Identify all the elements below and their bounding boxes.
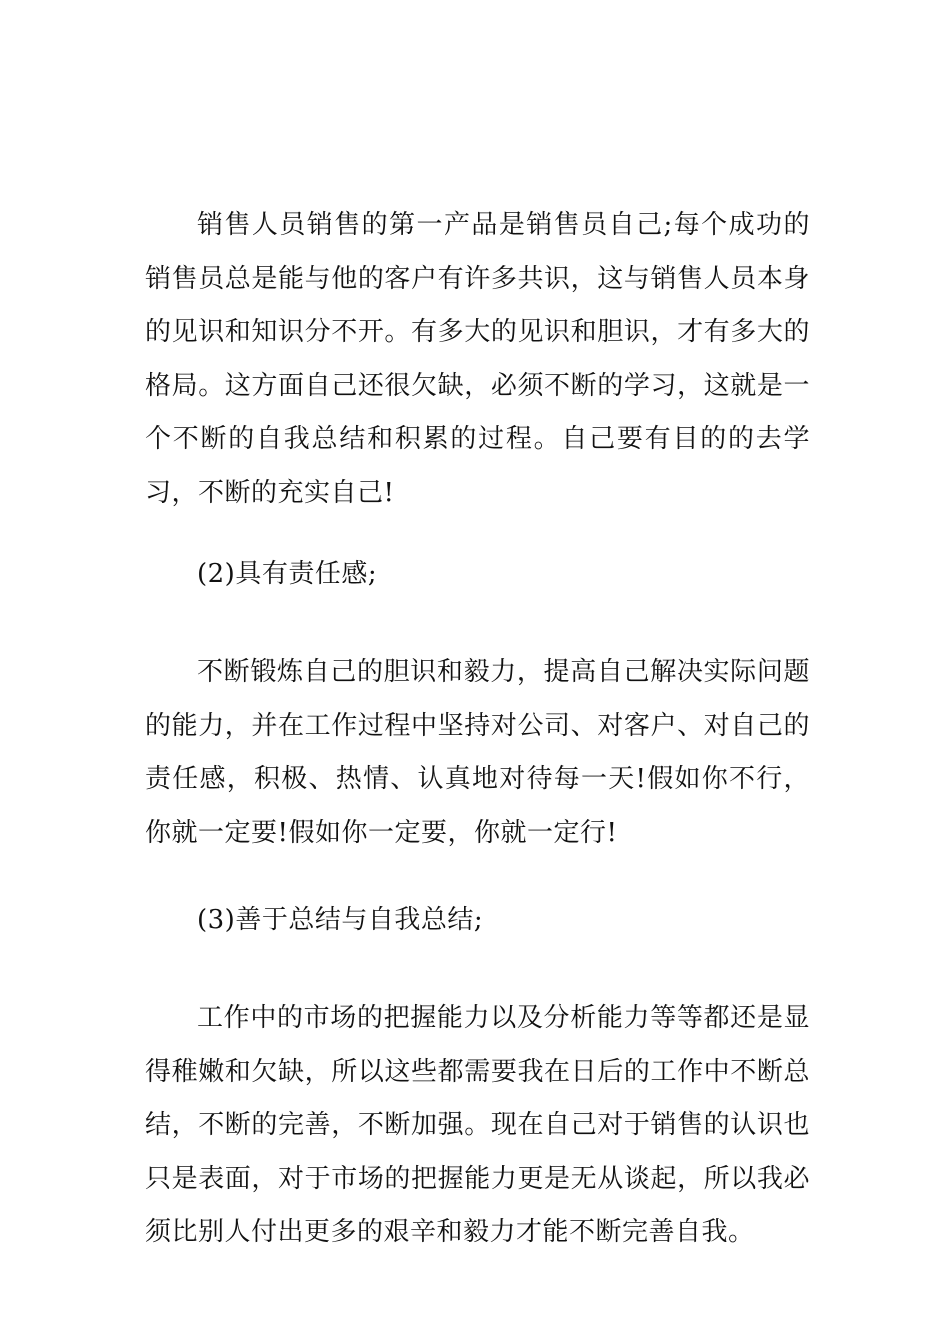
paragraph-summary: 工作中的市场的把握能力以及分析能力等等都还是显得稚嫩和欠缺，所以这些都需要我在日后的工作中不断总结，不断的完善，不断加强。现在自己对于销售的认识也只是表面，对于市场的把握能力更是无从谈起，所以我必须比别人付出更多的艰辛和毅力才能不断完善自我。 xyxy=(145,1003,810,1247)
section-heading-summary: (3)善于总结与自我总结; xyxy=(197,905,484,935)
paragraph-self-as-product: 销售人员销售的第一产品是销售员自己;每个成功的销售员总是能与他的客户有许多共识，这与销售人员本身的见识和知识分不开。有多大的见识和胆识，才有多大的格局。这方面自己还很欠缺，必须不断的学习，这就是一个不断的自我总结和积累的过程。自己要有目的的去学习，不断的充实自己! xyxy=(145,210,810,508)
section-heading-responsibility: (2)具有责任感; xyxy=(197,559,378,589)
paragraph-responsibility: 不断锻炼自己的胆识和毅力，提高自己解决实际问题的能力，并在工作过程中坚持对公司、对客户、对自己的责任感，积极、热情、认真地对待每一天!假如你不行，你就一定要!假如你一定要，你就一定行! xyxy=(145,657,810,848)
